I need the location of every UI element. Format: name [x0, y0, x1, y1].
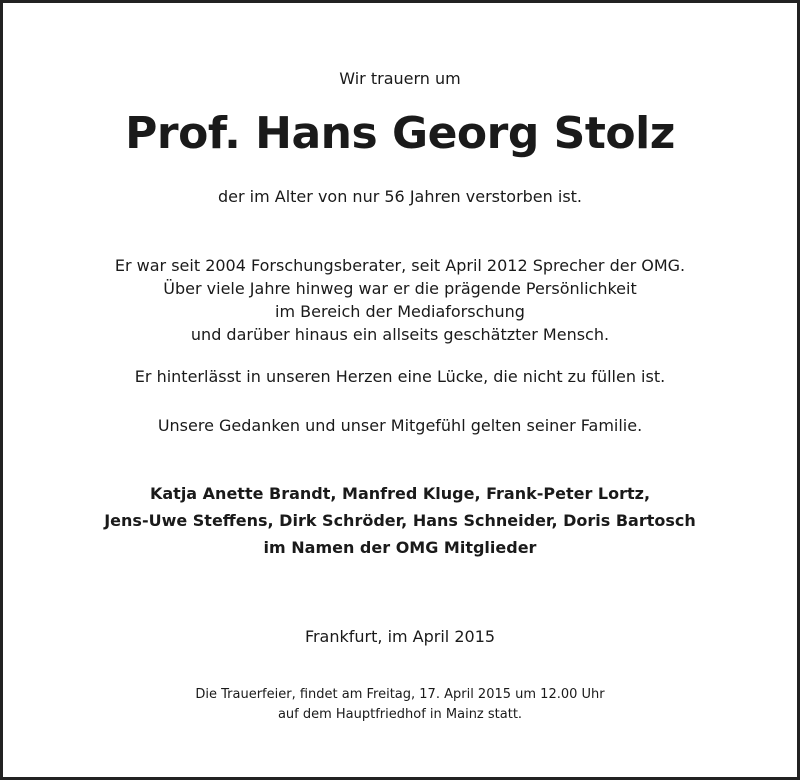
deceased-name: Prof. Hans Georg Stolz: [125, 108, 675, 159]
funeral-line-1: Die Trauerfeier, findet am Freitag, 17. April 2015 um 12.00 Uhr: [195, 687, 605, 702]
sympathy-text: Unsere Gedanken und unser Mitgefühl gelten seiner Familie.: [157, 416, 643, 435]
bio-line-4: und darüber hinaus ein allseits geschätzter Mensch.: [190, 325, 610, 344]
place-date: Frankfurt, im April 2015: [304, 627, 496, 646]
signatories-line-1: Katja Anette Brandt, Manfred Kluge, Frank-Peter Lortz,: [149, 484, 651, 503]
signatories-line-2: Jens-Uwe Steffens, Dirk Schröder, Hans Schneider, Doris Bartosch: [104, 511, 696, 530]
age-text: der im Alter von nur 56 Jahren verstorben ist.: [217, 187, 583, 206]
bio-line-3: im Bereich der Mediaforschung: [275, 302, 525, 321]
signatories-line-3: im Namen der OMG Mitglieder: [263, 538, 537, 557]
funeral-line-2: auf dem Hauptfriedhof in Mainz statt.: [277, 707, 523, 722]
intro-text: Wir trauern um: [339, 69, 461, 88]
bio-line-2: Über viele Jahre hinweg war er die prägende Persönlichkeit: [163, 279, 637, 298]
bio-line-1: Er war seit 2004 Forschungsberater, seit April 2012 Sprecher der OMG.: [114, 256, 686, 275]
gap-text: Er hinterlässt in unseren Herzen eine Lücke, die nicht zu füllen ist.: [134, 367, 666, 386]
